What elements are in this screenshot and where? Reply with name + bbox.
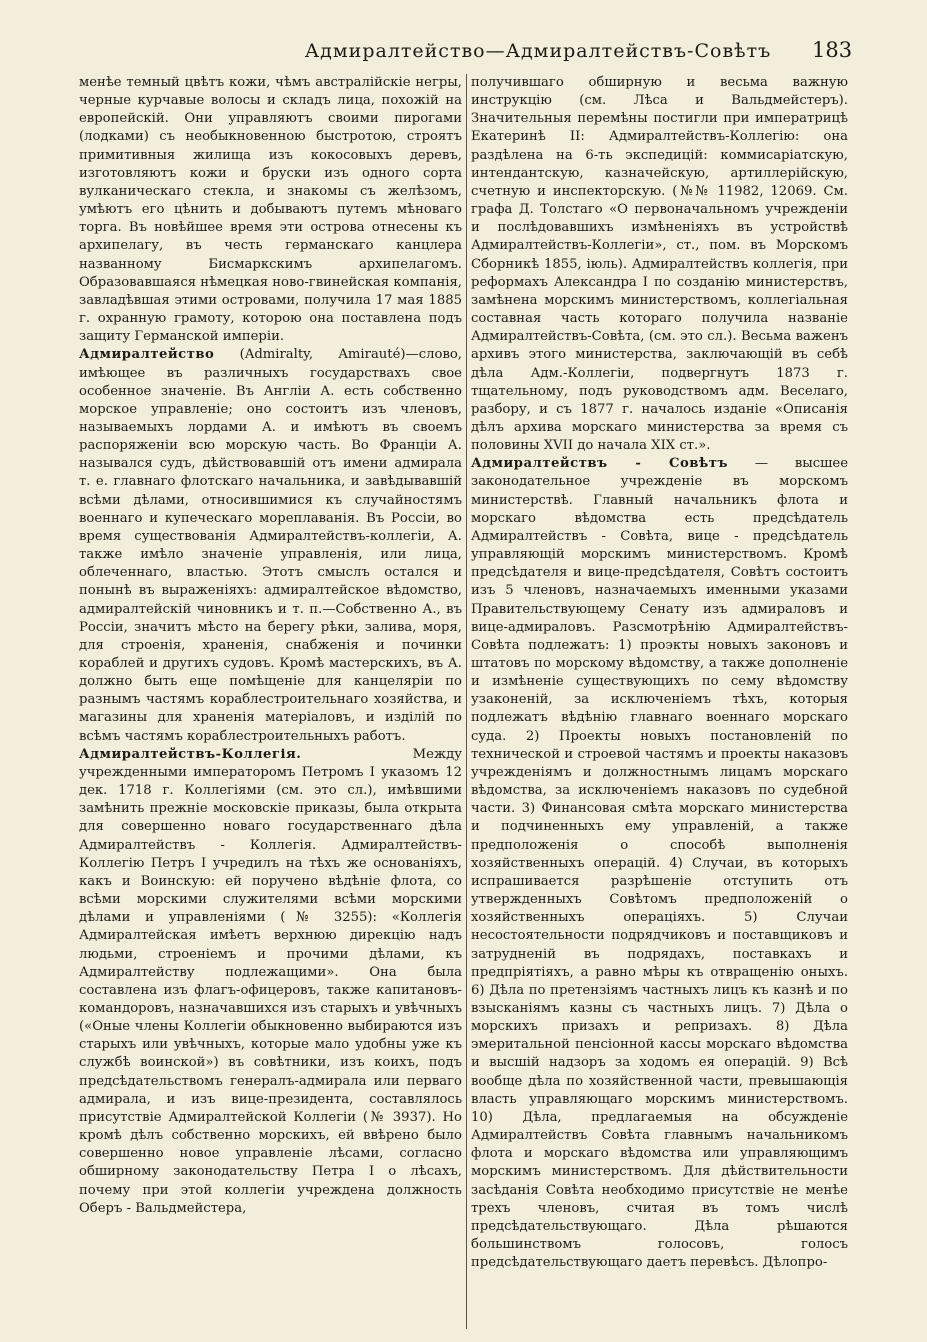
paragraph-text: получившаго обширную и весьма важную инструкцію (см. Лѣса и Вальдмейстеръ). Значительныя перемѣны постигли при императрицѣ Екатеринѣ II: Адмиралтействъ-Коллегію: она раздѣлена на 6-ть экспедицій: коммисаріатскую, интендантскую, казначейскую, артиллерійскую, счетную и инспекторскую. (№№ 11982, 12069. См. графа Д. Толстаго «О первоначальномъ учрежденіи и послѣдовавшихъ измѣненіяхъ въ устройствѣ Адмиралтействъ-Коллегіи», ст., пом. въ Морскомъ Сборникѣ 1855, іюль). Адмиралтействъ коллегія, при реформахъ Александра I по созданію министерствъ, замѣнена морскимъ министерствомъ, коллегіальная составная часть котораго получила названіе Адмиралтействъ-Совѣта, (см. это сл.). Весьма важенъ архивъ этого министерства, заключающій въ себѣ дѣла Адм.-Коллегіи, подвергнутъ 1873 г. тщательному, подъ руководствомъ адм. Веселаго, разбору, и съ 1877 г. началось изданіе «Описанія дѣлъ архива морскаго министерства за время съ половины XVII до начала XIX ст.».: [471, 75, 848, 454]
entry-term: Адмиралтействъ-Коллегія.: [79, 746, 302, 762]
column-divider: [466, 74, 467, 1329]
article-admiralteystv-kollegiya: [79, 746, 462, 1218]
article-continuation: [79, 74, 462, 346]
entry-text: (Admiralty, Amirauté)—слово, имѣющее въ различныхъ государствахъ свое особенное значеніе. Въ Англіи А. есть собственно морское управленіе; оно состоитъ изъ членовъ, называемыхъ лордами А. и имѣютъ въ своемъ распоряженіи всю морскую часть. Во Франціи А. назывался судъ, дѣйствовавшій отъ имени адмирала т. е. главнаго флотскаго начальника, и завѣдывавшій всѣми дѣлами, относившимися къ случайностямъ военнаго и купеческаго мореплаванія. Въ Россіи, во время существованія Адмиралтействъ-коллегіи, А. также имѣло значеніе управленія, или лица, облеченнаго, властью. Этотъ смыслъ остался и понынѣ въ выраженіяхъ: адмиралтейское вѣдомство, адмиралтейскій чиновникъ и т. п.—Собственно А., въ Россіи, значитъ мѣсто на берегу рѣки, залива, моря, для строенія, храненія, снабженія и починки кораблей и другихъ судовъ. Кромѣ мастерскихъ, въ А. должно быть еще помѣщеніе для канцеляріи по разнымъ частямъ кораблестроительнаго хозяйства, и магазины для храненія матеріаловъ, и изділій по всѣмъ частямъ кораблестроительныхъ работъ.: [79, 347, 462, 744]
paragraph-text: менѣе темный цвѣтъ кожи, чѣмъ австралійскіе негры, черные курчавые волосы и складъ лица, похожій на европейскій. Они управляютъ своими пирогами (лодками) съ необыкновенною быстротою, строятъ примитивныя жилища изъ кокосовыхъ деревъ, изготовляютъ кожи и бруски изъ одного сорта вулканическаго стекла, и знакомы съ желѣзомъ, умѣютъ его цѣнить и добываютъ путемъ мѣноваго торга. Въ новѣйшее время эти острова отнесены къ архипелагу, въ честь германскаго канцлера названному Бисмаркскимъ архипелагомъ. Образовавшаяся нѣмецкая ново-гвинейская компанія, завладѣвшая этими островами, получила 17 мая 1885 г. охранную грамоту, которою она поставлена подъ защиту Германской имперіи.: [79, 75, 462, 345]
article-admiralteystvo: [79, 346, 462, 745]
entry-term: Адмиралтейство: [79, 347, 215, 363]
running-title: Адмиралтейство—Адмиралтействъ-Совѣтъ: [304, 40, 772, 62]
article-continuation: [471, 74, 848, 455]
article-admiralteystv-sovet: [471, 455, 848, 1272]
entry-term: Адмиралтействъ - Совѣтъ: [471, 456, 729, 472]
left-column: [79, 74, 462, 1329]
page-number: 183: [812, 38, 853, 62]
right-column: [471, 74, 848, 1329]
entry-text: — высшее законодательное учрежденіе въ морскомъ министерствѣ. Главный начальникъ флота и морскаго вѣдомства есть предсѣдатель Адмиралтействъ - Совѣта, вице - предсѣдатель управляющій морскимъ министерствомъ. Кромѣ предсѣдателя и вице-предсѣдателя, Совѣтъ состоитъ изъ 5 членовъ, назначаемыхъ именными указами Правительствующему Сенату изъ адмираловъ и вице-адмираловъ. Разсмотрѣнію Адмиралтействъ-Совѣта подлежатъ: 1) проэкты новыхъ законовъ и штатовъ по морскому вѣдомству, а также дополненіе и измѣненіе существующихъ по сему вѣдомству узаконеній, за исключеніемъ тѣхъ, которыя подлежатъ вѣдѣнію главнаго военнаго морскаго суда. 2) Проекты новыхъ постановленій по технической и строевой частямъ и проекты наказовъ учрежденіямъ и должностнымъ лицамъ морскаго вѣдомства, за исключеніемъ наказовъ по судебной части. 3) Финансовая смѣта морскаго министерства и подчиненныхъ ему управленій, а также предположенія о способѣ выполненія хозяйственныхъ операцій. 4) Случаи, въ которыхъ испрашивается разрѣшеніе отступить отъ утвержденныхъ Совѣтомъ предположеній о хозяйственныхъ операціяхъ. 5) Случаи несостоятельности подрядчиковъ и поставщиковъ и затрудненій въ подрядахъ, поставкахъ и предпріятіяхъ, а равно мѣры къ отвращенію оныхъ. 6) Дѣла по претензіямъ частныхъ лицъ къ казнѣ и по взысканіямъ казны съ частныхъ лицъ. 7) Дѣла о морскихъ призахъ и репризахъ. 8) Дѣла эмеритальной пенсіонной кассы морскаго вѣдомства и высшій надзоръ за ходомъ ея операцій. 9) Всѣ вообще дѣла по хозяйственной части, превышающія власть управляющаго морскимъ министерствомъ. 10) Дѣла, предлагаемыя на обсужденіе Адмиралтействъ Совѣта главнымъ начальникомъ флота и морскаго вѣдомства или управляющимъ морскимъ министерствомъ. Для дѣйствительности засѣданія Совѣта необходимо присутствіе не менѣе трехъ членовъ, считая въ томъ числѣ предсѣдательствующаго. Дѣла рѣшаются большинствомъ голосовъ, голосъ предсѣдательствующаго даетъ перевѣсъ. Дѣлопро-: [471, 456, 848, 1271]
entry-text: Между учрежденными императоромъ Петромъ I указомъ 12 дек. 1718 г. Коллегіями (см. это сл.), имѣвшими замѣнить прежніе московскіе приказы, была открыта для совершенно новаго государственнаго дѣла Адмиралтействъ - Коллегія. Адмиралтействъ-Коллегію Петръ I учредилъ на тѣхъ же основаніяхъ, какъ и Воинскую: ей поручено вѣдѣніе флота, со всѣми морскими служителями всѣми морскими дѣлами и управленіями (№ 3255): «Коллегія Адмиралтейская имѣетъ верхнюю дирекцію надъ людьми, строеніемъ и прочими дѣлами, къ Адмиралтейству подлежащими». Она была составлена изъ флагъ-офицеровъ, также капитановъ-командоровъ, назначавшихся изъ старыхъ и увѣчныхъ («Оные члены Коллегіи обыкновенно выбираются изъ старыхъ или увѣчныхъ, которые мало удобны уже къ службѣ воинской») въ совѣтники, изъ коихъ, подъ предсѣдательствомъ генералъ-адмирала или перваго адмирала, и изъ вице-президента, составлялось присутствіе Адмиралтейской Коллегіи (№ 3937). Но кромѣ дѣлъ собственно морскихъ, ей ввѣрено было совершенно новое управленіе лѣсами, согласно обширному законодательству Петра I о лѣсахъ, почему при этой коллегіи учреждена должность Оберъ - Вальдмейстера,: [79, 746, 462, 1216]
